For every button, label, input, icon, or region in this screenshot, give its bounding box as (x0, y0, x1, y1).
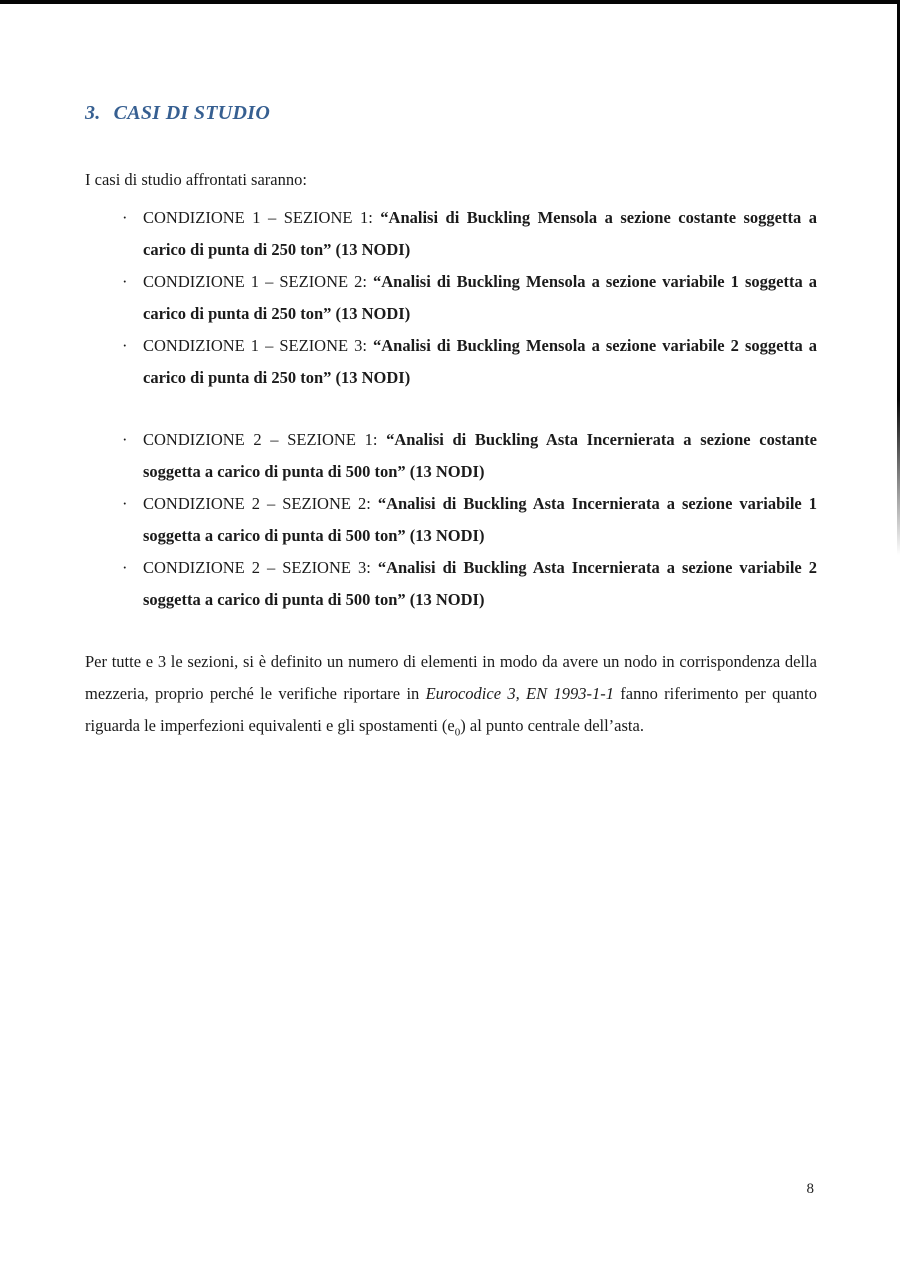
list-item (85, 424, 817, 488)
bullet-marker: · (122, 494, 128, 513)
page-content (85, 100, 817, 742)
bullet-marker: · (122, 336, 128, 355)
scan-edge-top (0, 0, 900, 4)
paragraph-text: Per tutte e 3 le sezioni, si è definito un numero di elementi in modo da avere un nodo in corrispondenza della mezzeria, proprio perché le verifiche riportare in (85, 652, 817, 703)
paragraph-italic-reference: Eurocodice 3, EN 1993-1-1 (425, 684, 614, 703)
bullet-marker: · (122, 430, 128, 449)
paragraph-text: ) al punto centrale dell’asta. (460, 716, 644, 735)
section-heading (85, 100, 817, 126)
section-number: 3. (85, 102, 101, 124)
closing-paragraph (85, 646, 817, 742)
paragraph-text: fanno riferimento per quanto riguarda le imperfezioni equivalenti e gli spostamenti (e (85, 684, 817, 735)
item-bold-text: “Analisi di Buckling Mensola a sezione variabile 2 soggetta a carico di punta di 250 ton” (13 NODI) (143, 336, 817, 387)
bullet-list-condizione-1 (85, 202, 817, 394)
bullet-marker: · (122, 208, 128, 227)
intro-text: I casi di studio affrontati saranno: (85, 170, 307, 189)
item-bold-text: “Analisi di Buckling Mensola a sezione costante soggetta a carico di punta di 250 ton” (13 NODI) (143, 208, 817, 259)
item-prefix: CONDIZIONE 1 – SEZIONE 1: (143, 208, 381, 227)
item-prefix: CONDIZIONE 1 – SEZIONE 3: (143, 336, 374, 355)
item-bold-text: “Analisi di Buckling Asta Incernierata a sezione variabile 2 soggetta a carico di punta di 500 ton” (13 NODI) (143, 558, 817, 609)
page-number: 8 (806, 1181, 814, 1197)
item-prefix: CONDIZIONE 1 – SEZIONE 2: (143, 272, 374, 291)
item-prefix: CONDIZIONE 2 – SEZIONE 2: (143, 494, 378, 513)
list-item (85, 202, 817, 266)
list-item (85, 488, 817, 552)
item-prefix: CONDIZIONE 2 – SEZIONE 1: (143, 430, 387, 449)
bullet-list-condizione-2 (85, 424, 817, 616)
paragraph-subscript: 0 (454, 726, 461, 739)
item-bold-text: “Analisi di Buckling Asta Incernierata a sezione variabile 1 soggetta a carico di punta di 500 ton” (13 NODI) (143, 494, 817, 545)
bullet-marker: · (122, 558, 128, 577)
section-title: CASI DI STUDIO (113, 102, 271, 124)
list-item (85, 266, 817, 330)
list-item (85, 552, 817, 616)
item-bold-text: “Analisi di Buckling Mensola a sezione variabile 1 soggetta a carico di punta di 250 ton” (13 NODI) (143, 272, 817, 323)
list-item (85, 330, 817, 394)
item-prefix: CONDIZIONE 2 – SEZIONE 3: (143, 558, 378, 577)
bullet-marker: · (122, 272, 128, 291)
item-bold-text: “Analisi di Buckling Asta Incernierata a sezione costante soggetta a carico di punta di 500 ton” (13 NODI) (143, 430, 817, 481)
